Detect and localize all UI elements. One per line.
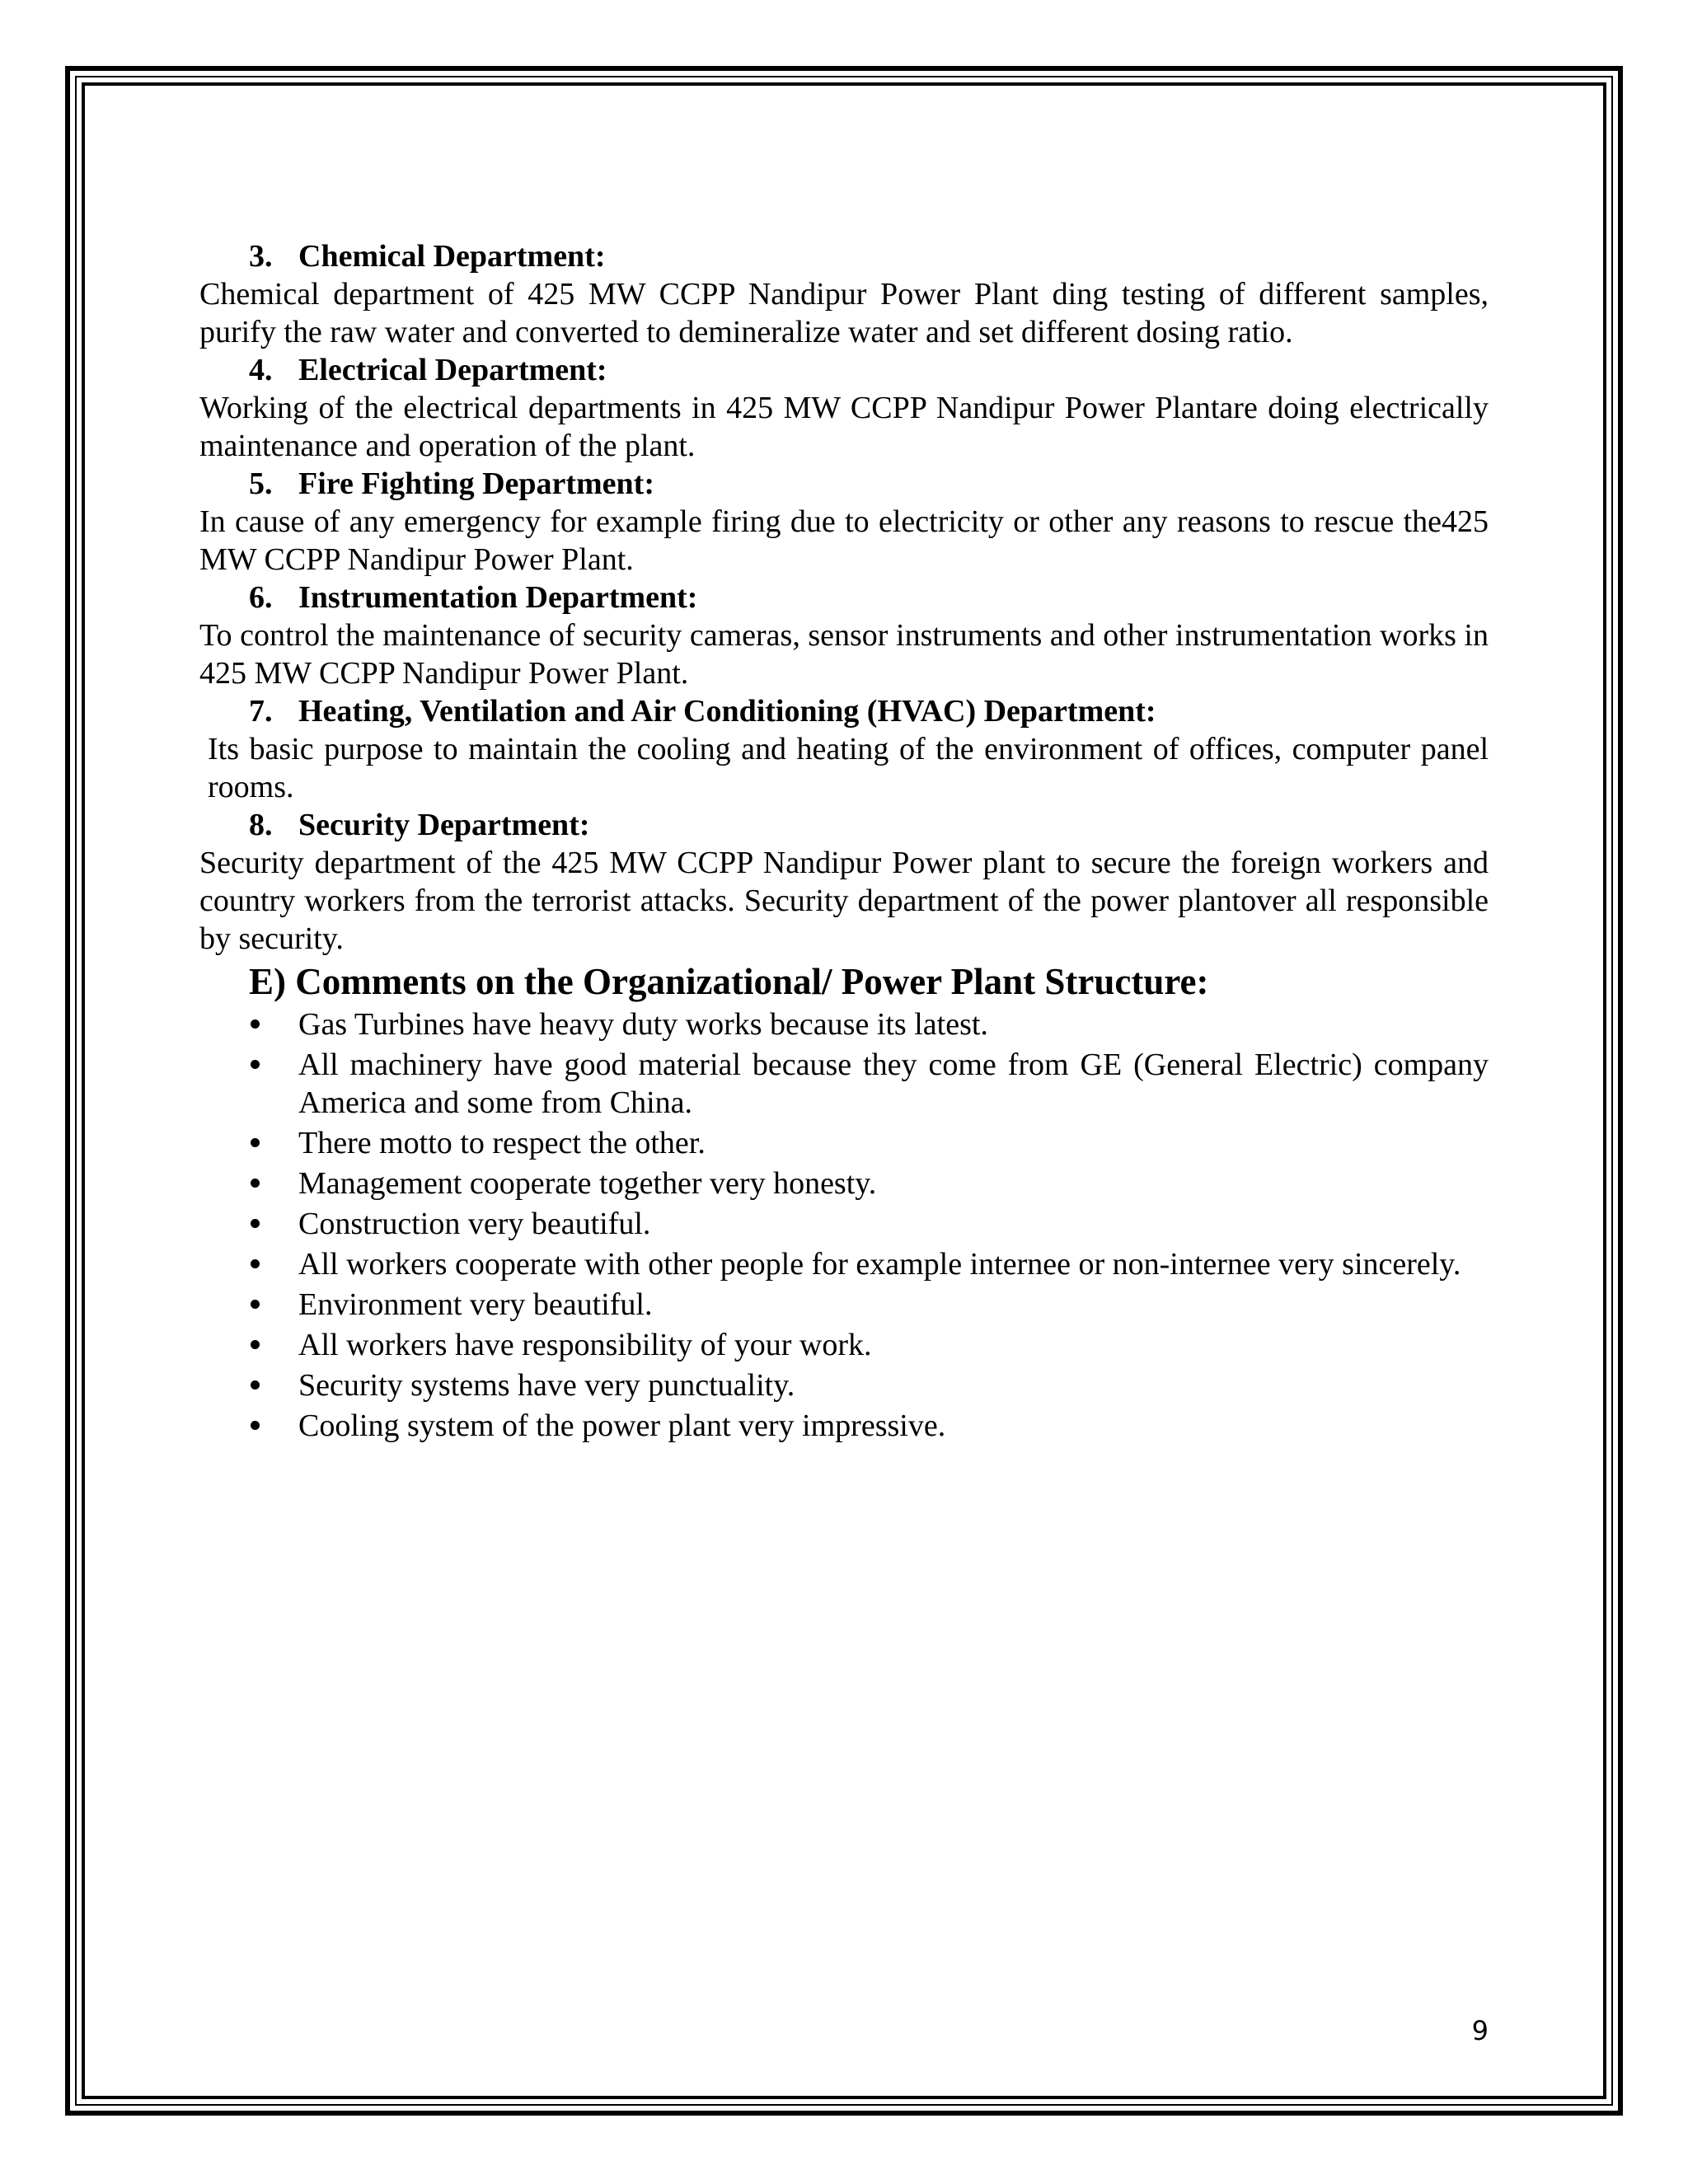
list-item <box>298 1205 1489 1243</box>
bullet-icon <box>251 1138 260 1147</box>
list-item <box>298 1366 1489 1404</box>
bullet-icon <box>251 1421 260 1430</box>
department-number: 6. <box>249 580 273 615</box>
list-item <box>298 1245 1489 1283</box>
list-item-text: Construction very beautiful. <box>298 1207 651 1241</box>
department-number: 7. <box>249 694 273 729</box>
bullet-icon <box>251 1019 260 1029</box>
list-item <box>298 1046 1489 1122</box>
department-number: 3. <box>249 239 273 274</box>
department-description-instrumentation: To control the maintenance of security cameras, sensor instruments and other instrumentation works in 425 MW CCPP Nandipur Power Plant. <box>199 618 1489 691</box>
page-number: 9 <box>1471 2015 1489 2046</box>
list-item <box>298 1286 1489 1324</box>
department-description-electrical: Working of the electrical departments in 425 MW CCPP Nandipur Power Plantare doing electrically maintenance and operation of the plant. <box>199 391 1489 463</box>
list-item-text: There motto to respect the other. <box>298 1126 706 1160</box>
department-number: 5. <box>249 466 273 501</box>
department-title: Fire Fighting Department: <box>298 466 654 501</box>
bullet-icon <box>251 1219 260 1228</box>
list-item <box>298 1124 1489 1162</box>
department-heading-electrical <box>249 351 1489 389</box>
list-item-text: All workers have responsibility of your work. <box>298 1328 872 1362</box>
department-description-security: Security department of the 425 MW CCPP Nandipur Power plant to secure the foreign workers and country workers from the terrorist attacks. Security department of the power plantover all responsible by security. <box>199 846 1489 956</box>
department-title: Chemical Department: <box>298 239 606 274</box>
department-number: 4. <box>249 353 273 387</box>
department-title: Electrical Department: <box>298 353 607 387</box>
department-title: Instrumentation Department: <box>298 580 698 615</box>
bullet-icon <box>251 1380 260 1390</box>
list-item-text: All workers cooperate with other people for example internee or non-internee very sincerely. <box>298 1247 1461 1282</box>
bullet-icon <box>251 1060 260 1069</box>
list-item <box>298 1165 1489 1202</box>
list-item-text: All machinery have good material because they come from GE (General Electric) company America and some from China. <box>298 1047 1489 1120</box>
page-content <box>199 237 1489 1447</box>
list-item-text: Environment very beautiful. <box>298 1287 653 1322</box>
list-item-text: Gas Turbines have heavy duty works because its latest. <box>298 1007 988 1042</box>
list-item-text: Security systems have very punctuality. <box>298 1368 795 1403</box>
bullet-icon <box>251 1259 260 1268</box>
department-title: Security Department: <box>298 808 590 842</box>
department-description-fire-fighting: In cause of any emergency for example firing due to electricity or other any reasons to rescue the425 MW CCPP Nandipur Power Plant. <box>199 504 1489 577</box>
department-title: Heating, Ventilation and Air Conditioning (HVAC) Department: <box>298 694 1156 729</box>
bullet-icon <box>251 1340 260 1349</box>
department-description-chemical: Chemical department of 425 MW CCPP Nandipur Power Plant ding testing of different samples, purify the raw water and converted to demineralize water and set different dosing ratio. <box>199 277 1489 349</box>
bullet-icon <box>251 1179 260 1188</box>
bullet-icon <box>251 1300 260 1309</box>
department-description-hvac: Its basic purpose to maintain the cooling and heating of the environment of offices, computer panel rooms. <box>208 732 1489 804</box>
department-heading-fire-fighting <box>249 465 1489 503</box>
department-heading-security <box>249 806 1489 844</box>
department-heading-instrumentation <box>249 579 1489 616</box>
department-number: 8. <box>249 808 273 842</box>
list-item-text: Management cooperate together very honesty. <box>298 1166 877 1201</box>
department-heading-chemical <box>249 237 1489 275</box>
list-item <box>298 1005 1489 1043</box>
comments-list <box>199 1005 1489 1445</box>
department-heading-hvac <box>249 692 1489 730</box>
list-item-text: Cooling system of the power plant very impressive. <box>298 1408 946 1443</box>
list-item <box>298 1407 1489 1445</box>
comments-section-heading: E) Comments on the Organizational/ Power Plant Structure: <box>249 961 1209 1002</box>
list-item <box>298 1326 1489 1364</box>
